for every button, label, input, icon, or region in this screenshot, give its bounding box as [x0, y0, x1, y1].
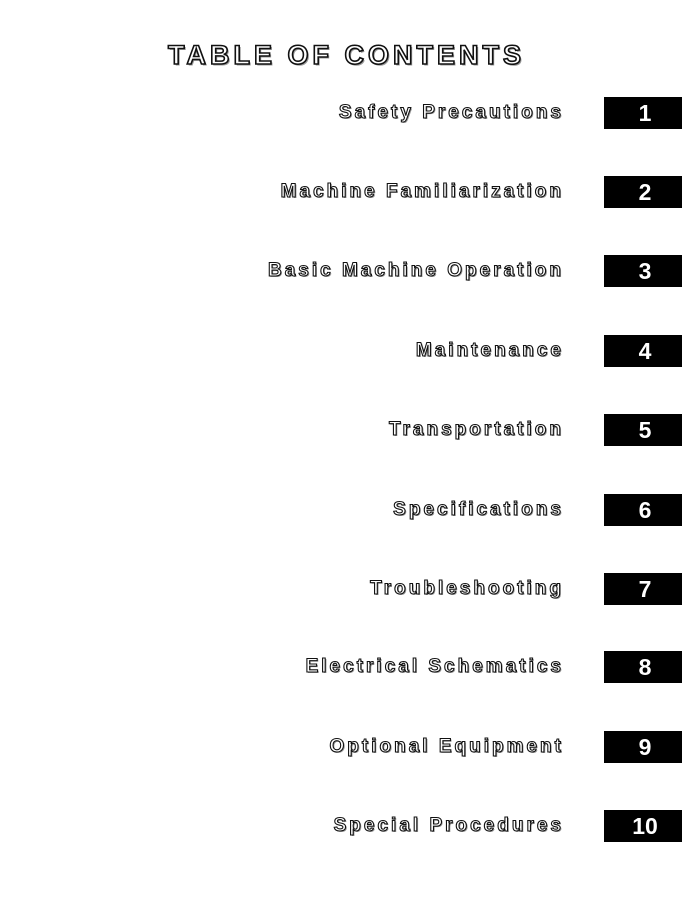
toc-entry-label: Special Procedures: [333, 815, 564, 836]
section-tab[interactable]: 7: [604, 573, 682, 605]
section-tab[interactable]: 5: [604, 414, 682, 446]
toc-entry-maintenance[interactable]: [416, 335, 682, 367]
section-tab[interactable]: 3: [604, 255, 682, 287]
section-tab[interactable]: 10: [604, 810, 682, 842]
toc-entry-label: Troubleshooting: [370, 578, 564, 599]
toc-entry-machine-familiarization[interactable]: [281, 176, 682, 208]
section-tab[interactable]: 6: [604, 494, 682, 526]
toc-entry-special-procedures[interactable]: [334, 810, 682, 842]
section-tab[interactable]: 8: [604, 651, 682, 683]
page-title: TABLE OF CONTENTS: [168, 40, 525, 70]
toc-entry-safety-precautions[interactable]: [339, 97, 682, 129]
section-tab[interactable]: 9: [604, 731, 682, 763]
toc-entry-label: Basic Machine Operation: [267, 260, 564, 281]
toc-entry-label: Electrical Schematics: [305, 656, 564, 677]
toc-entry-basic-machine-operation[interactable]: [268, 255, 682, 287]
toc-entry-specifications[interactable]: [393, 494, 682, 526]
toc-entry-troubleshooting[interactable]: [370, 573, 682, 605]
toc-entry-label: Specifications: [393, 499, 564, 520]
toc-entry-electrical-schematics[interactable]: [306, 651, 682, 683]
toc-entry-label: Maintenance: [415, 340, 564, 361]
section-tab[interactable]: 4: [604, 335, 682, 367]
toc-entry-transportation[interactable]: [389, 414, 682, 446]
toc-entry-label: Transportation: [388, 419, 564, 440]
toc-entry-optional-equipment[interactable]: [330, 731, 683, 763]
toc-entry-label: Machine Familiarization: [280, 181, 564, 202]
toc-entry-label: Optional Equipment: [329, 736, 564, 757]
toc-entry-label: Safety Precautions: [338, 102, 564, 123]
section-tab[interactable]: 1: [604, 97, 682, 129]
section-tab[interactable]: 2: [604, 176, 682, 208]
